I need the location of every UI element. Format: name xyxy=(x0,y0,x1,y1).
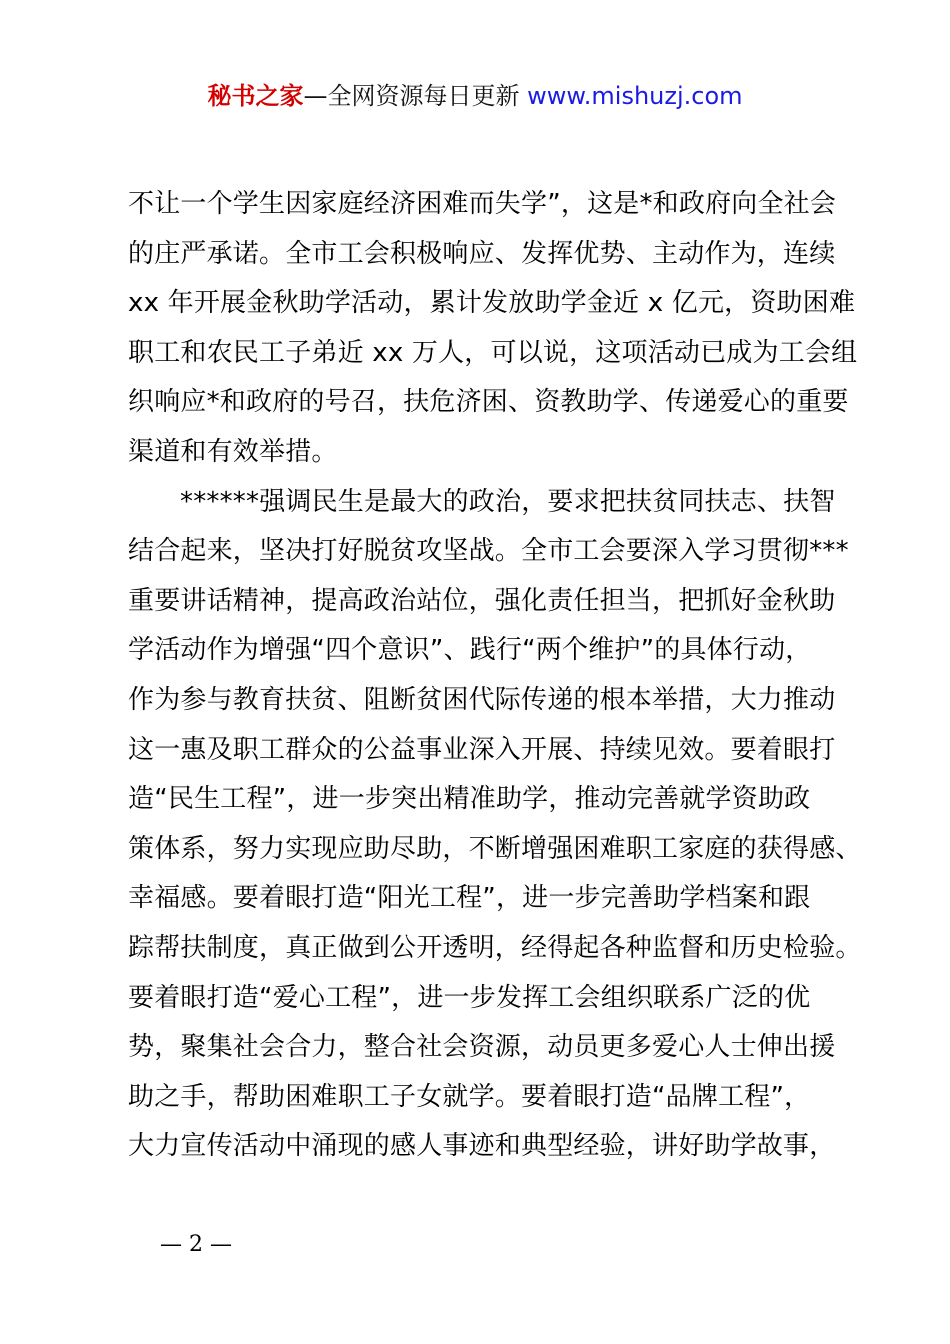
text-line: 渠道和有效举措。 xyxy=(128,436,338,467)
text-line: 织响应*和政府的号召，扶危济困、资教助学、传递爱心的重要 xyxy=(128,387,849,418)
website-link[interactable]: www.mishuzj.com xyxy=(527,82,743,110)
text-line: 策体系，努力实现应助尽助，不断增强困难职工家庭的获得感、 xyxy=(128,833,862,864)
brand-name: 秘书之家 xyxy=(207,82,304,110)
text-line: 造“民生工程”，进一步突出精准助学，推动完善就学资助政 xyxy=(128,784,811,815)
text-line: 结合起来，坚决打好脱贫攻坚战。全市工会要深入学习贯彻*** xyxy=(128,536,849,567)
paragraph xyxy=(128,180,858,478)
page-number: — 2 — xyxy=(160,1232,232,1257)
text-line: 幸福感。要着眼打造“阳光工程”，进一步完善助学档案和跟 xyxy=(128,883,811,914)
paragraph xyxy=(128,478,862,1172)
text-line: 的庄严承诺。全市工会积极响应、发挥优势、主动作为，连续 xyxy=(128,238,836,269)
text-line: 职工和农民工子弟近 xx 万人，可以说，这项活动已成为工会组 xyxy=(128,337,858,368)
text-line: 重要讲话精神，提高政治站位，强化责任担当，把抓好金秋助 xyxy=(128,585,836,616)
text-line: 大力宣传活动中涌现的感人事迹和典型经验，讲好助学故事， xyxy=(128,1131,836,1162)
text-line: xx 年开展金秋助学活动，累计发放助学金近 x 亿元，资助困难 xyxy=(128,288,856,319)
header-tagline: —全网资源每日更新 xyxy=(303,82,520,110)
text-line: 踪帮扶制度，真正做到公开透明，经得起各种监督和历史检验。 xyxy=(128,932,862,963)
page-header xyxy=(0,80,950,112)
text-line: 势，聚集社会合力，整合社会资源，动员更多爱心人士伸出援 xyxy=(128,1032,836,1063)
text-line: 要着眼打造“爱心工程”，进一步发挥工会组织联系广泛的优 xyxy=(128,982,811,1013)
text-line: 作为参与教育扶贫、阻断贫困代际传递的根本举措，大力推动 xyxy=(128,684,836,715)
text-line: ******强调民生是最大的政治，要求把扶贫同扶志、扶智 xyxy=(180,486,836,517)
text-line: 学活动作为增强“四个意识”、践行“两个维护”的具体行动， xyxy=(128,635,812,666)
text-line: 这一惠及职工群众的公益事业深入开展、持续见效。要着眼打 xyxy=(128,734,836,765)
text-line: 不让一个学生因家庭经济困难而失学”，这是*和政府向全社会 xyxy=(128,189,837,219)
document-body xyxy=(128,180,862,1172)
text-line: 助之手，帮助困难职工子女就学。要着眼打造“品牌工程”， xyxy=(128,1081,811,1112)
